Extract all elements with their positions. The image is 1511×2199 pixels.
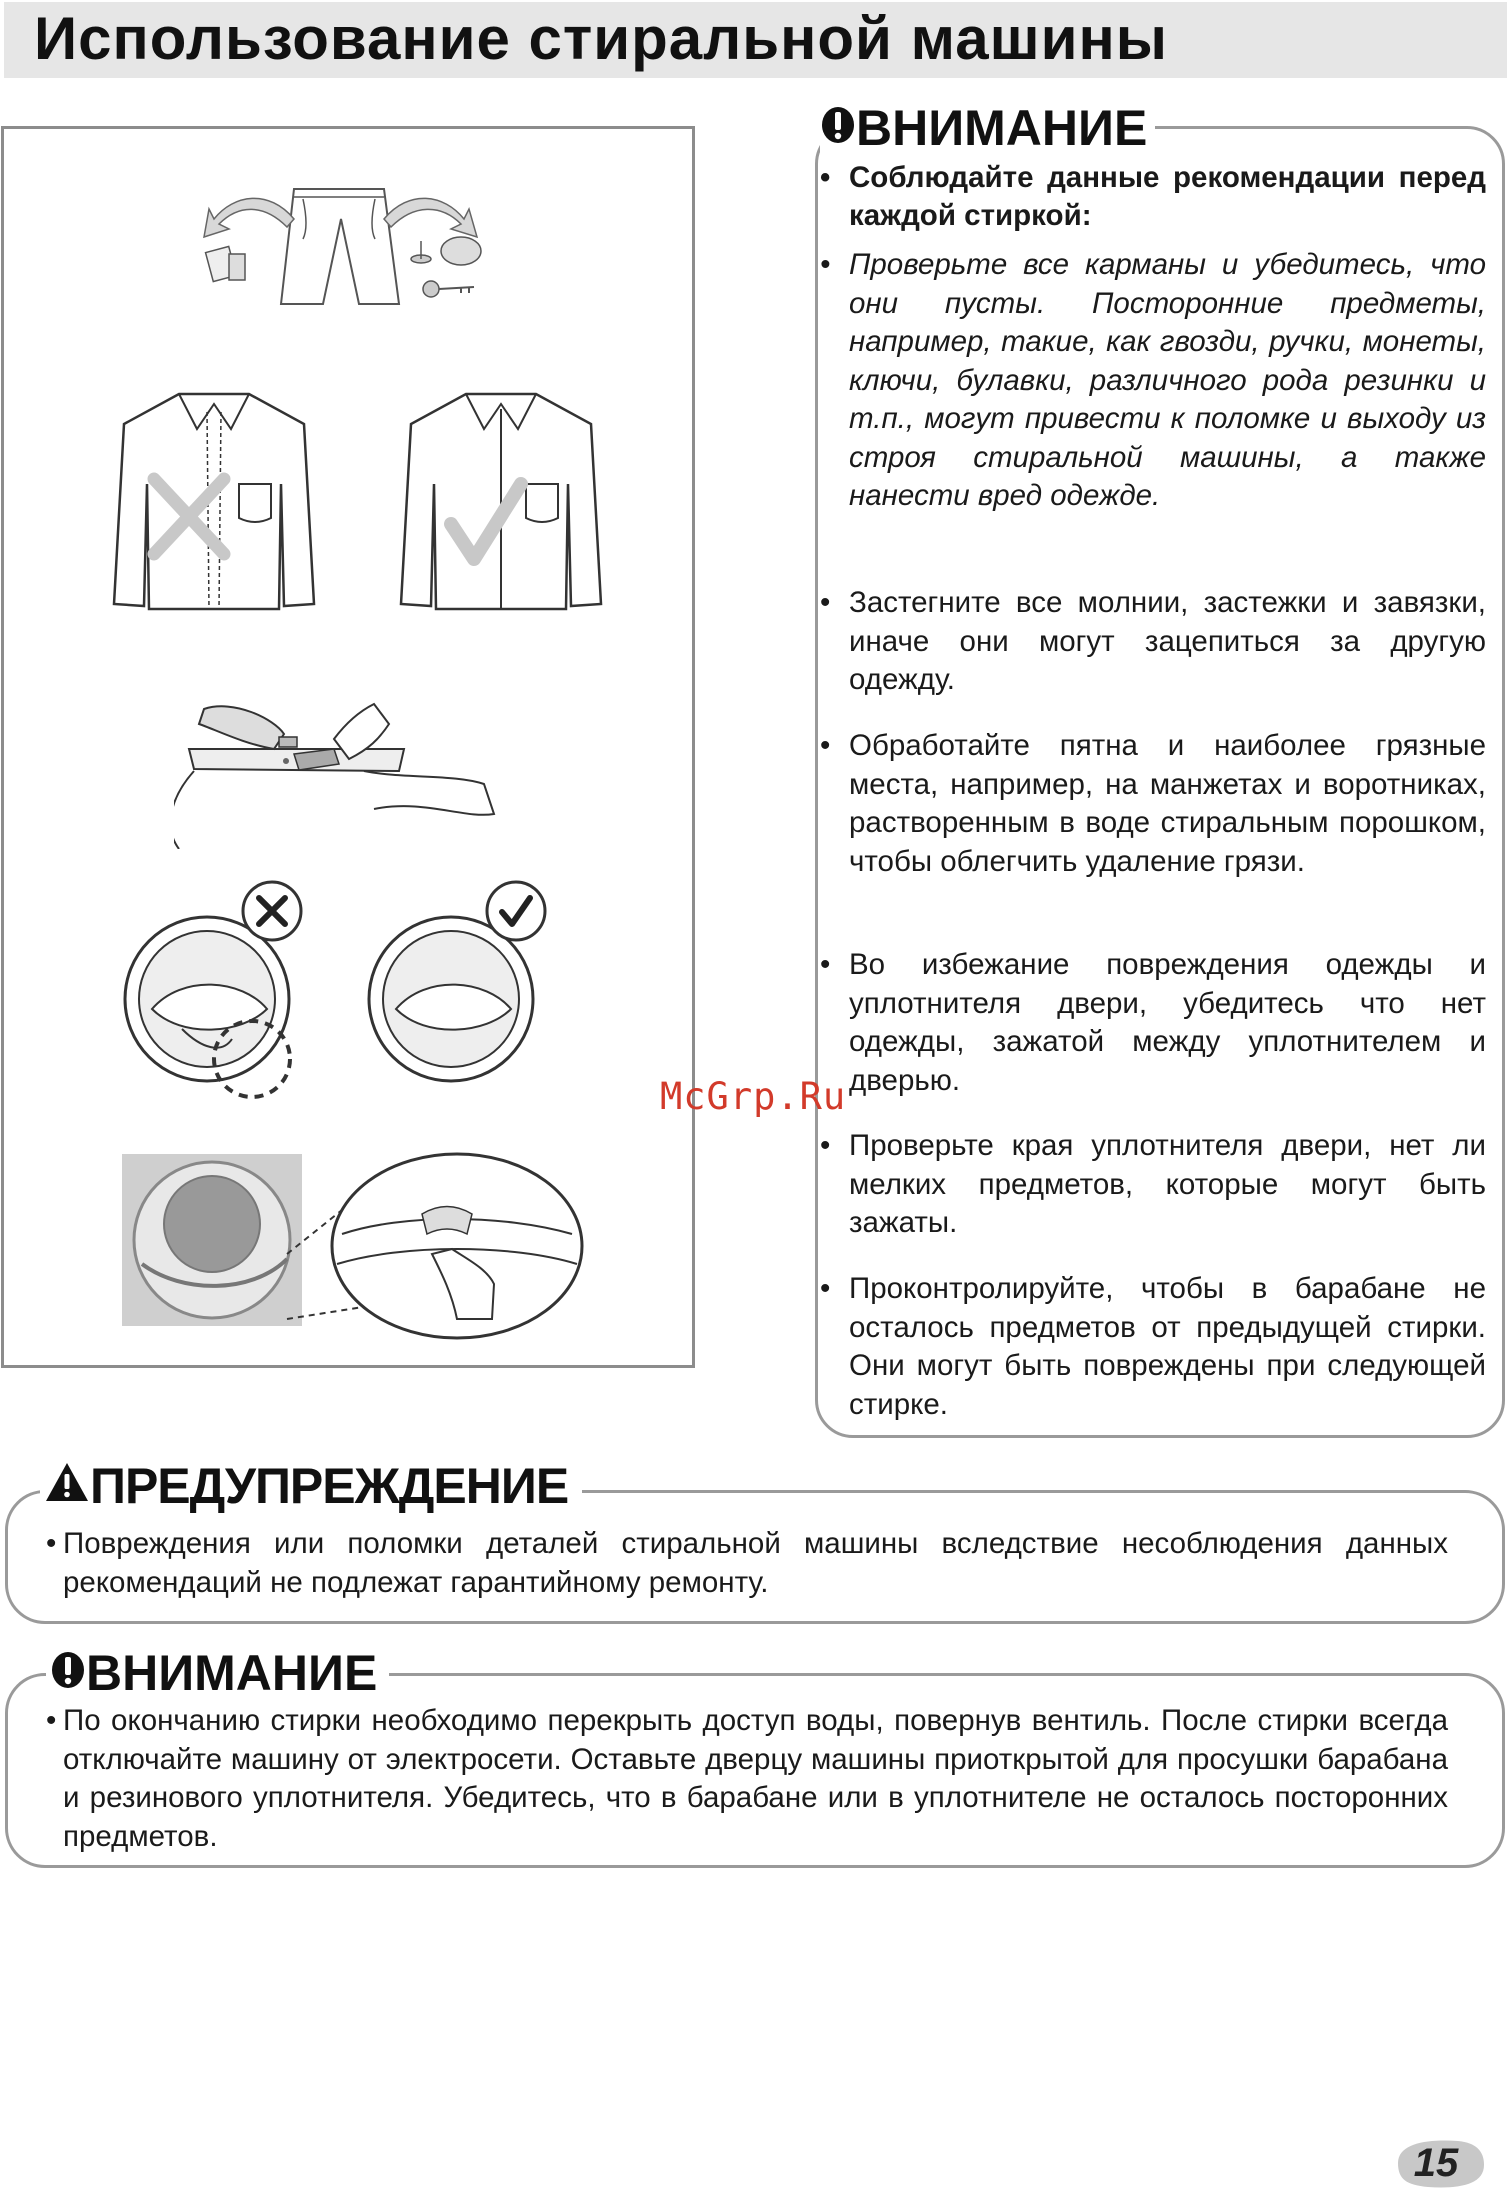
exclamation-circle-icon [820, 99, 856, 157]
illustration-panel [1, 126, 695, 1368]
caution-heading-text: ВНИМАНИЕ [856, 100, 1148, 156]
title-bar [4, 2, 1507, 78]
warning-heading-text: ПРЕДУПРЕЖДЕНИЕ [90, 1458, 569, 1514]
caution-item: • Проверьте все карманы и убедитесь, что они пусты. Посторонние предметы, например, такие, как гвозди, ручки, монеты, ключи, булавки, различного рода резинки и т.п., могут привести к поломке и выходу из строя стиральной машины, а также нанести вред одежде. [820, 248, 1486, 512]
caution-item: • Застегните все молнии, застежки и завязки, иначе они могут зацепиться за другую одежду. [820, 586, 1486, 696]
watermark: McGrp.Ru [660, 1075, 847, 1118]
caution-heading [820, 99, 1155, 157]
caution-item: • Обработайте пятна и наиболее грязные места, например, на манжетах и воротниках, растворенным в воде стиральным порошком, чтобы облегчить удаление грязи. [820, 729, 1486, 878]
drum-clothes-caught-illustration [122, 879, 312, 1114]
drum-clothes-inside-illustration [366, 879, 556, 1089]
caution-item: • Проконтролируйте, чтобы в барабане не осталось предметов от предыдущей стирки. Они могут быть повреждены при следующей стирке. [820, 1272, 1486, 1421]
warning-triangle-icon [44, 1457, 90, 1515]
attention-heading-text: ВНИМАНИЕ [86, 1645, 378, 1701]
shirt-unbuttoned-illustration [109, 384, 319, 619]
stain-treatment-illustration [174, 699, 514, 849]
caution-item: • Проверьте края уплотнителя двери, нет ли мелких предметов, которые могут быть зажаты. [820, 1129, 1486, 1239]
caution-box [815, 100, 1505, 1438]
caution-intro: • Соблюдайте данные рекомендации перед каждой стиркой: [820, 161, 1486, 232]
warning-heading [40, 1457, 582, 1515]
warning-box [5, 1458, 1505, 1624]
attention-heading [46, 1644, 389, 1702]
page-number: 15 [1388, 2135, 1484, 2191]
caution-item: • Во избежание повреждения одежды и уплотнителя двери, убедитесь что нет одежды, зажатой между уплотнителем и дверью. [820, 948, 1486, 1097]
page-title: Использование стиральной машины [34, 5, 1168, 72]
attention-box [5, 1645, 1505, 1868]
shirt-buttoned-illustration [396, 384, 606, 619]
attention-text: • По окончанию стирки необходимо перекрыть доступ воды, повернув вентиль. После стирки всегда отключайте машину от электросети. Оставьте дверцу машины приоткрытой для просушки барабана и резинового уплотнителя. Убедитесь, что в барабане или в уплотнителе не осталось посторонних предметов. [46, 1704, 1448, 1853]
door-seal-check-illustration [122, 1144, 602, 1349]
warning-text: • Повреждения или поломки деталей стиральной машины вследствие несоблюдения данных рекомендаций не подлежат гарантийному ремонту. [46, 1527, 1448, 1599]
exclamation-circle-icon [50, 1644, 86, 1702]
empty-pockets-illustration [199, 179, 499, 309]
